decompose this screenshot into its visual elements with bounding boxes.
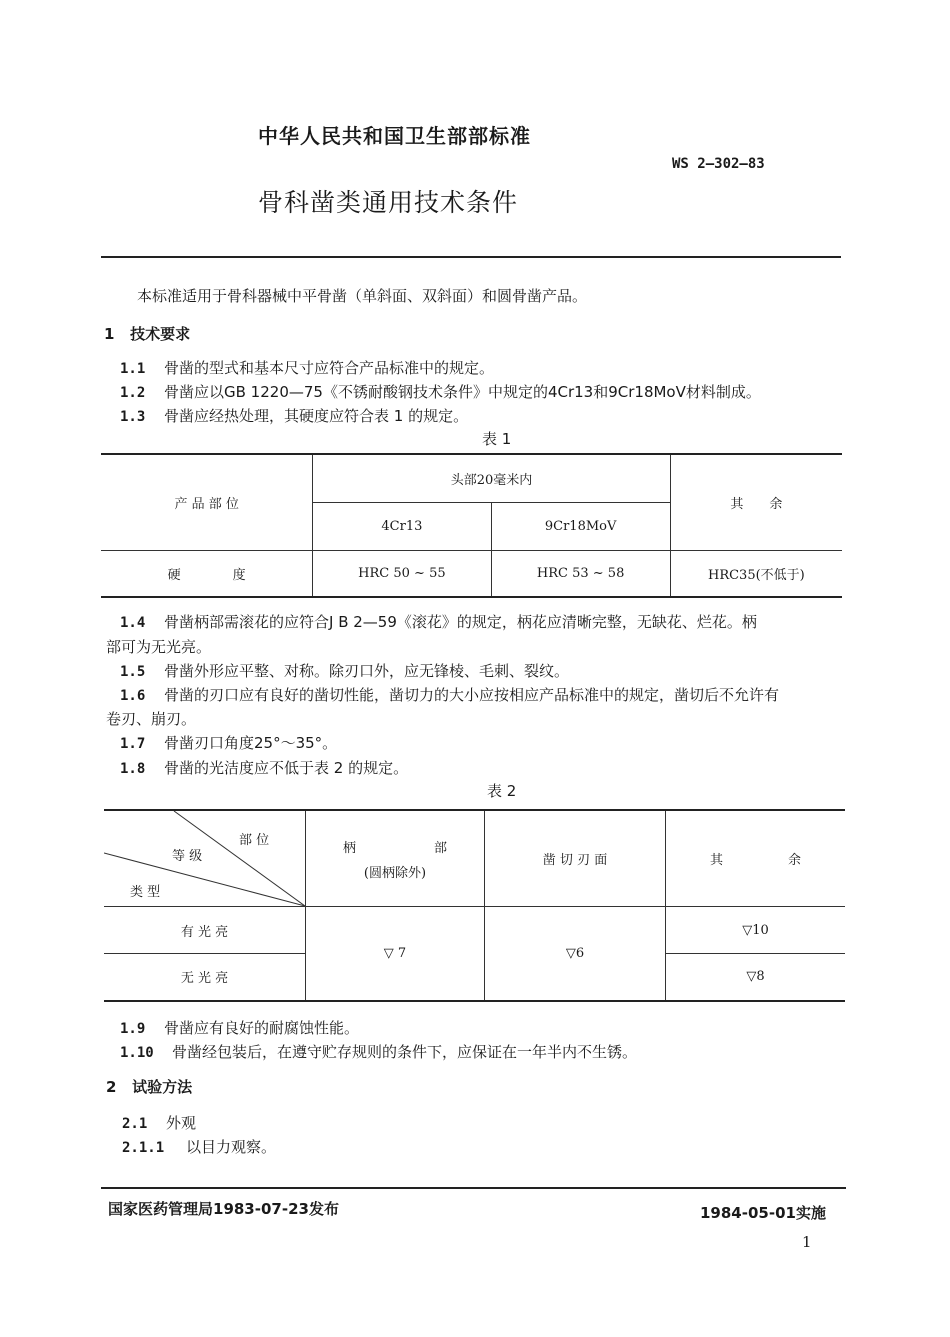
clause-number: 1.8 (120, 761, 146, 777)
clause-2-1 (122, 1112, 196, 1133)
clause-text: 骨凿应以GB 1220—75《不锈耐酸钢技术条件》中规定的4Cr13和9Cr18MoV材料制成。 (164, 383, 761, 401)
section-number: 1 (104, 325, 115, 343)
clause-1-9 (120, 1017, 359, 1038)
intro-paragraph: 本标准适用于骨科器械中平骨凿（单斜面、双斜面）和圆骨凿产品。 (137, 287, 588, 305)
clause-text: 骨凿经包装后，在遵守贮存规则的条件下，应保证在一年半内不生锈。 (172, 1043, 638, 1061)
clause-text: 外观 (166, 1114, 197, 1132)
effective-date: 1984-05-01实施 (700, 1204, 826, 1222)
clause-number: 1.4 (120, 615, 146, 631)
section-title: 试验方法 (132, 1078, 193, 1096)
clause-1-5 (120, 660, 569, 681)
clause-text: 骨凿的型式和基本尺寸应符合产品标准中的规定。 (164, 359, 495, 377)
footer-rule (101, 1187, 846, 1189)
clause-number: 2.1.1 (122, 1140, 165, 1156)
section-title: 技术要求 (130, 325, 191, 343)
diagonal-header-cell (104, 810, 306, 907)
clause-1-4-cont: 部可为无光亮。 (106, 638, 212, 656)
clause-text: 骨凿应经热处理，其硬度应符合表 1 的规定。 (164, 407, 469, 425)
section-2-heading (106, 1076, 192, 1097)
cell-handle-finish: ▽ 7 (306, 907, 485, 1001)
clause-number: 1.1 (120, 361, 146, 377)
cell-4cr13-hrc: HRC 50 ~ 55 (313, 550, 491, 597)
header-part: 产 品 部 位 (101, 454, 313, 550)
clause-text: 以目力观察。 (186, 1138, 277, 1156)
cell-rest-hrc: HRC35(不低于) (670, 550, 842, 597)
cell-9cr18mov-hrc: HRC 53 ~ 58 (491, 550, 670, 597)
clause-text: 骨凿的刃口应有良好的凿切性能，凿切力的大小应按相应产品标准中的规定，凿切后不允许有 (164, 686, 780, 704)
clause-number: 2.1 (122, 1116, 148, 1132)
header-cutting-edge: 凿 切 刃 面 (485, 810, 666, 907)
clause-1-6 (120, 684, 779, 705)
diag-label-grade: 等 级 (172, 849, 203, 864)
issuing-org: 中华人民共和国卫生部部标准 (258, 124, 531, 148)
table-1-caption: 表 1 (482, 430, 512, 448)
cell-rest-glossy: ▽10 (666, 907, 846, 954)
clause-1-1 (120, 357, 494, 378)
section-number: 2 (106, 1078, 117, 1096)
standard-code: WS 2—302—83 (672, 156, 765, 172)
clause-text: 骨凿的光洁度应不低于表 2 的规定。 (164, 759, 409, 777)
clause-text: 骨凿应有良好的耐腐蚀性能。 (164, 1019, 360, 1037)
row-matte-label: 无 光 亮 (104, 954, 306, 1001)
header-handle (306, 810, 485, 907)
clause-number: 1.10 (120, 1045, 154, 1061)
clause-number: 1.9 (120, 1021, 146, 1037)
issue-date: 国家医药管理局1983-07-23发布 (108, 1200, 339, 1218)
diag-label-part: 部 位 (239, 833, 270, 848)
clause-1-3 (120, 405, 468, 426)
header-handle-label: 柄 部 (342, 840, 447, 856)
clause-number: 1.7 (120, 736, 146, 752)
header-rest: 其 余 (666, 810, 846, 907)
header-4cr13: 4Cr13 (313, 502, 491, 550)
clause-1-6-cont: 卷刃、崩刃。 (106, 710, 197, 728)
table-2-caption: 表 2 (487, 782, 517, 800)
section-1-heading (104, 323, 190, 344)
document-title: 骨科凿类通用技术条件 (258, 188, 519, 217)
cell-rest-matte: ▽8 (666, 954, 846, 1001)
clause-number: 1.2 (120, 385, 146, 401)
page-number: 1 (802, 1233, 812, 1251)
clause-1-8 (120, 757, 408, 778)
cell-edge-finish: ▽6 (485, 907, 666, 1001)
header-9cr18mov: 9Cr18MoV (491, 502, 670, 550)
header-rule (101, 256, 841, 258)
clause-text: 骨凿外形应平整、对称。除刃口外，应无锋棱、毛刺、裂纹。 (164, 662, 570, 680)
clause-1-7 (120, 732, 337, 753)
finish-table (104, 809, 845, 1002)
diag-label-type: 类 型 (130, 885, 161, 900)
header-head-20mm: 头部20毫米内 (313, 454, 670, 502)
clause-number: 1.3 (120, 409, 146, 425)
hardness-table (101, 453, 842, 598)
clause-number: 1.6 (120, 688, 146, 704)
clause-number: 1.5 (120, 664, 146, 680)
clause-1-4 (120, 611, 757, 632)
clause-1-2 (120, 381, 761, 402)
row-hardness-label: 硬 度 (101, 550, 313, 597)
clause-text: 骨凿柄部需滚花的应符合J B 2—59《滚花》的规定，柄花应清晰完整，无缺花、烂花。柄 (164, 613, 757, 631)
clause-1-10 (120, 1041, 637, 1062)
header-rest: 其 余 (670, 454, 842, 550)
clause-text: 骨凿刃口角度25°～35°。 (164, 734, 338, 752)
header-handle-note: (圆柄除外) (363, 865, 427, 881)
clause-2-1-1 (122, 1136, 276, 1157)
row-glossy-label: 有 光 亮 (104, 907, 306, 954)
